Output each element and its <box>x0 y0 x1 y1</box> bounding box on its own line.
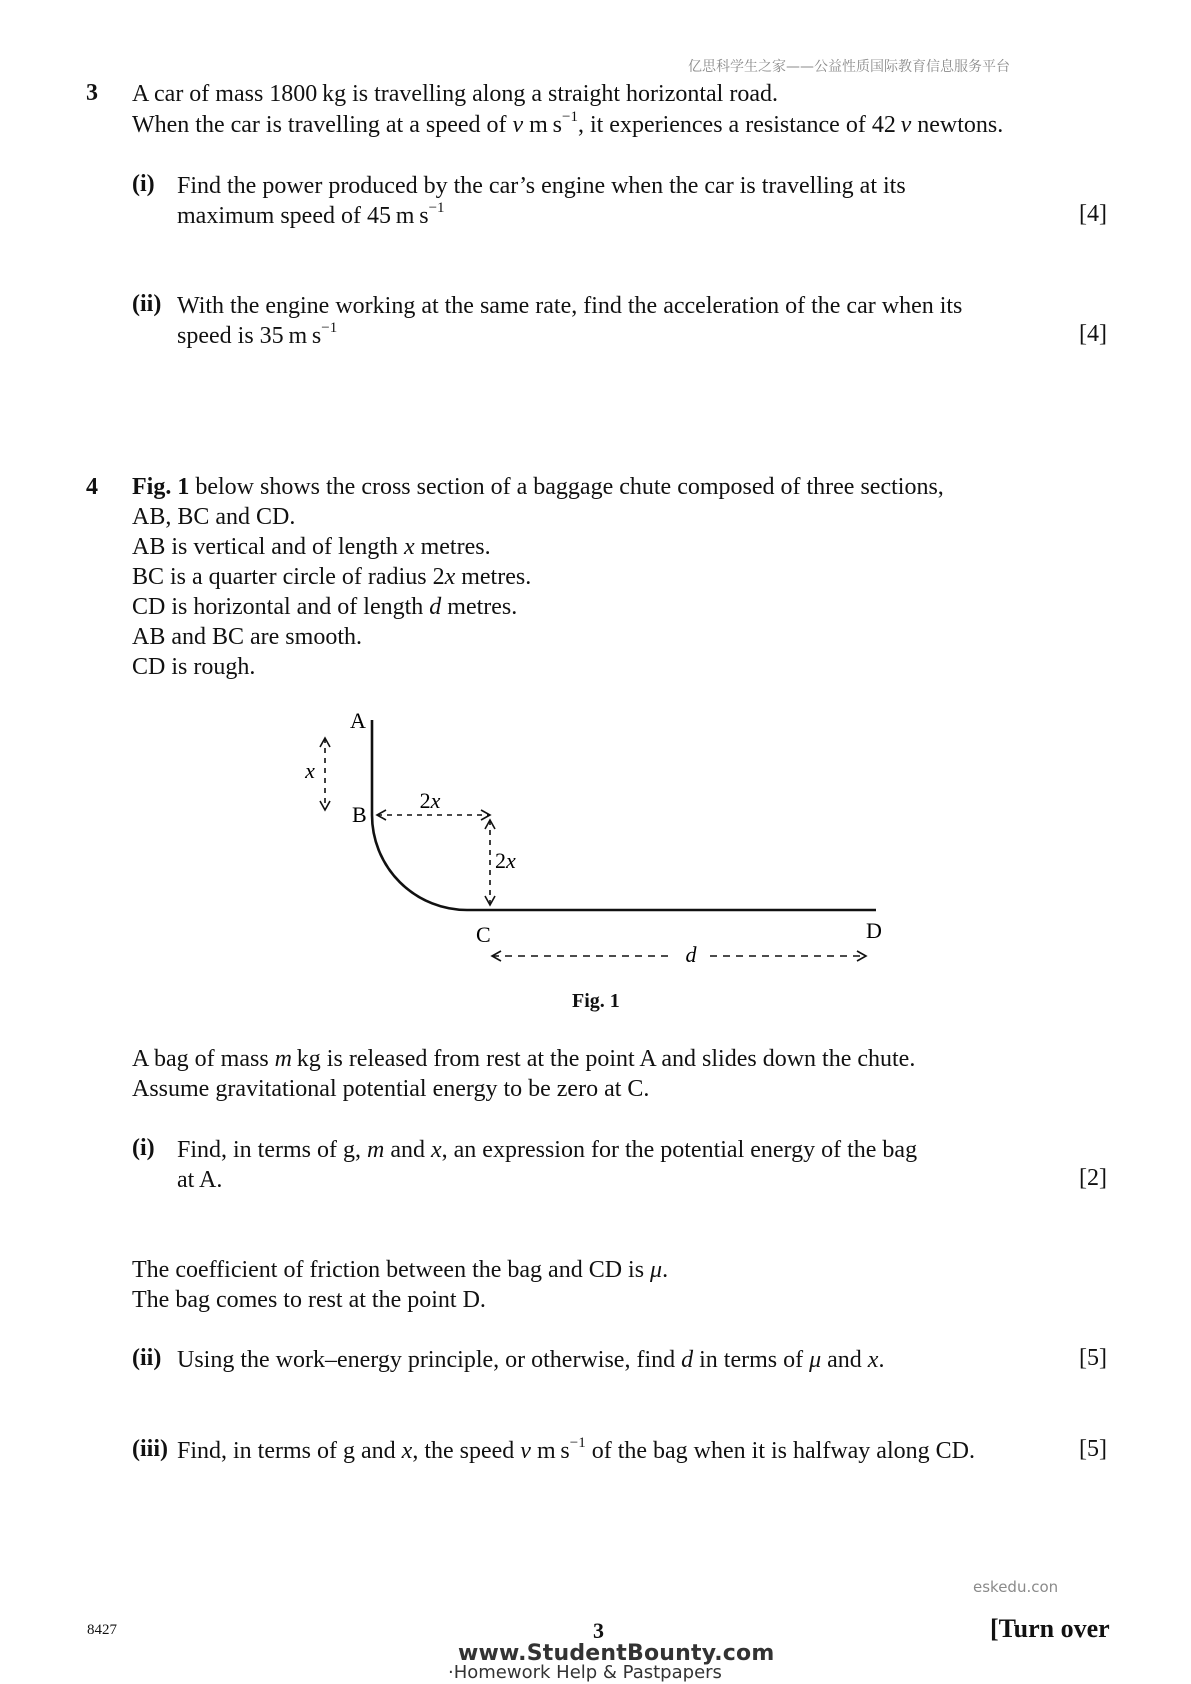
chute-bc <box>372 815 467 910</box>
q3-part-i-label: (i) <box>132 171 155 197</box>
q4-bag-line-2: Assume gravitational potential energy to be zero at C. <box>132 1076 650 1102</box>
header-watermark: 亿思科学生之家——公益性质国际教育信息服务平台 <box>688 59 1010 75</box>
q3-line-2: When the car is travelling at a speed of v m $s^{-1}$, it experiences a resistance of 42 v newtons. <box>132 109 1004 138</box>
q3-part-i-line-1: Find the power produced by the car’s engine when the car is travelling at its <box>177 173 906 199</box>
q3-part-ii-label: (ii) <box>132 291 162 317</box>
question-3-number: 3 <box>86 80 98 106</box>
q4-line-cd: CD is horizontal and of length d metres. <box>132 594 518 620</box>
q4-intro-line-1: Fig. 1 below shows the cross section of a baggage chute composed of three sections, <box>132 474 944 500</box>
q4-line-bc: BC is a quarter circle of radius 2x metres. <box>132 564 532 590</box>
point-c-label: C <box>476 922 491 947</box>
q3-part-ii-line-2: speed is 35 m $s^{-1}$ <box>177 320 338 349</box>
q4-part-ii-mark: [5] <box>1079 1345 1107 1371</box>
dim-2x-h-label: 2x <box>419 788 441 813</box>
figure-caption: Fig. 1 <box>572 990 620 1012</box>
q3-part-ii-mark: [4] <box>1079 321 1107 347</box>
q4-part-iii-mark: [5] <box>1079 1436 1107 1462</box>
q4-part-i-line-1: Find, in terms of g, m and x, an expression for the potential energy of the bag <box>177 1137 918 1163</box>
question-4-number: 4 <box>86 474 98 500</box>
q4-part-iii-label: (iii) <box>132 1436 168 1462</box>
q3-line-1: A car of mass 1800 kg is travelling along a straight horizontal road. <box>132 81 778 107</box>
point-b-label: B <box>352 802 367 827</box>
point-a-label: A <box>350 708 366 733</box>
q4-part-i-mark: [2] <box>1079 1165 1107 1191</box>
dim-x-label: x <box>305 758 315 783</box>
q4-bag-line-1: A bag of mass m kg is released from rest at the point A and slides down the chute. <box>132 1046 916 1072</box>
dim-d-label: d <box>685 942 697 967</box>
dim-2x-v-label: 2x <box>495 848 516 873</box>
footer-site-watermark: eskedu.con <box>973 1578 1059 1596</box>
fig1-diagram <box>280 700 920 980</box>
paper-code: 8427 <box>87 1622 117 1638</box>
q4-friction-line-1: The coefficient of friction between the bag and CD is μ. <box>132 1257 669 1283</box>
q4-line-rough: CD is rough. <box>132 654 256 680</box>
q4-line-smooth: AB and BC are smooth. <box>132 624 362 650</box>
q3-part-i-mark: [4] <box>1079 201 1107 227</box>
brand-logo-line-2: ·Homework Help & Pastpapers <box>448 1662 722 1683</box>
q4-part-ii-line: Using the work–energy principle, or otherwise, find d in terms of μ and x. <box>177 1347 885 1373</box>
turn-over: [Turn over <box>990 1614 1110 1643</box>
point-d-label: D <box>866 918 882 943</box>
q4-part-ii-label: (ii) <box>132 1345 162 1371</box>
q4-line-ab: AB is vertical and of length x metres. <box>132 534 491 560</box>
q4-friction-line-2: The bag comes to rest at the point D. <box>132 1287 486 1313</box>
q4-part-iii-line: Find, in terms of g and x, the speed v m $s^{-1}$ of the bag when it is halfway along CD. <box>177 1435 975 1464</box>
q4-part-i-label: (i) <box>132 1135 155 1161</box>
page-number: 3 <box>593 1618 604 1643</box>
brand-logo-line-1: www.StudentBounty.com <box>458 1641 775 1666</box>
q3-part-i-line-2: maximum speed of 45 m $s^{-1}$ <box>177 200 445 229</box>
q4-intro-line-2: AB, BC and CD. <box>132 504 296 530</box>
q3-part-ii-line-1: With the engine working at the same rate, find the acceleration of the car when its <box>177 293 963 319</box>
q4-part-i-line-2: at A. <box>177 1167 223 1193</box>
